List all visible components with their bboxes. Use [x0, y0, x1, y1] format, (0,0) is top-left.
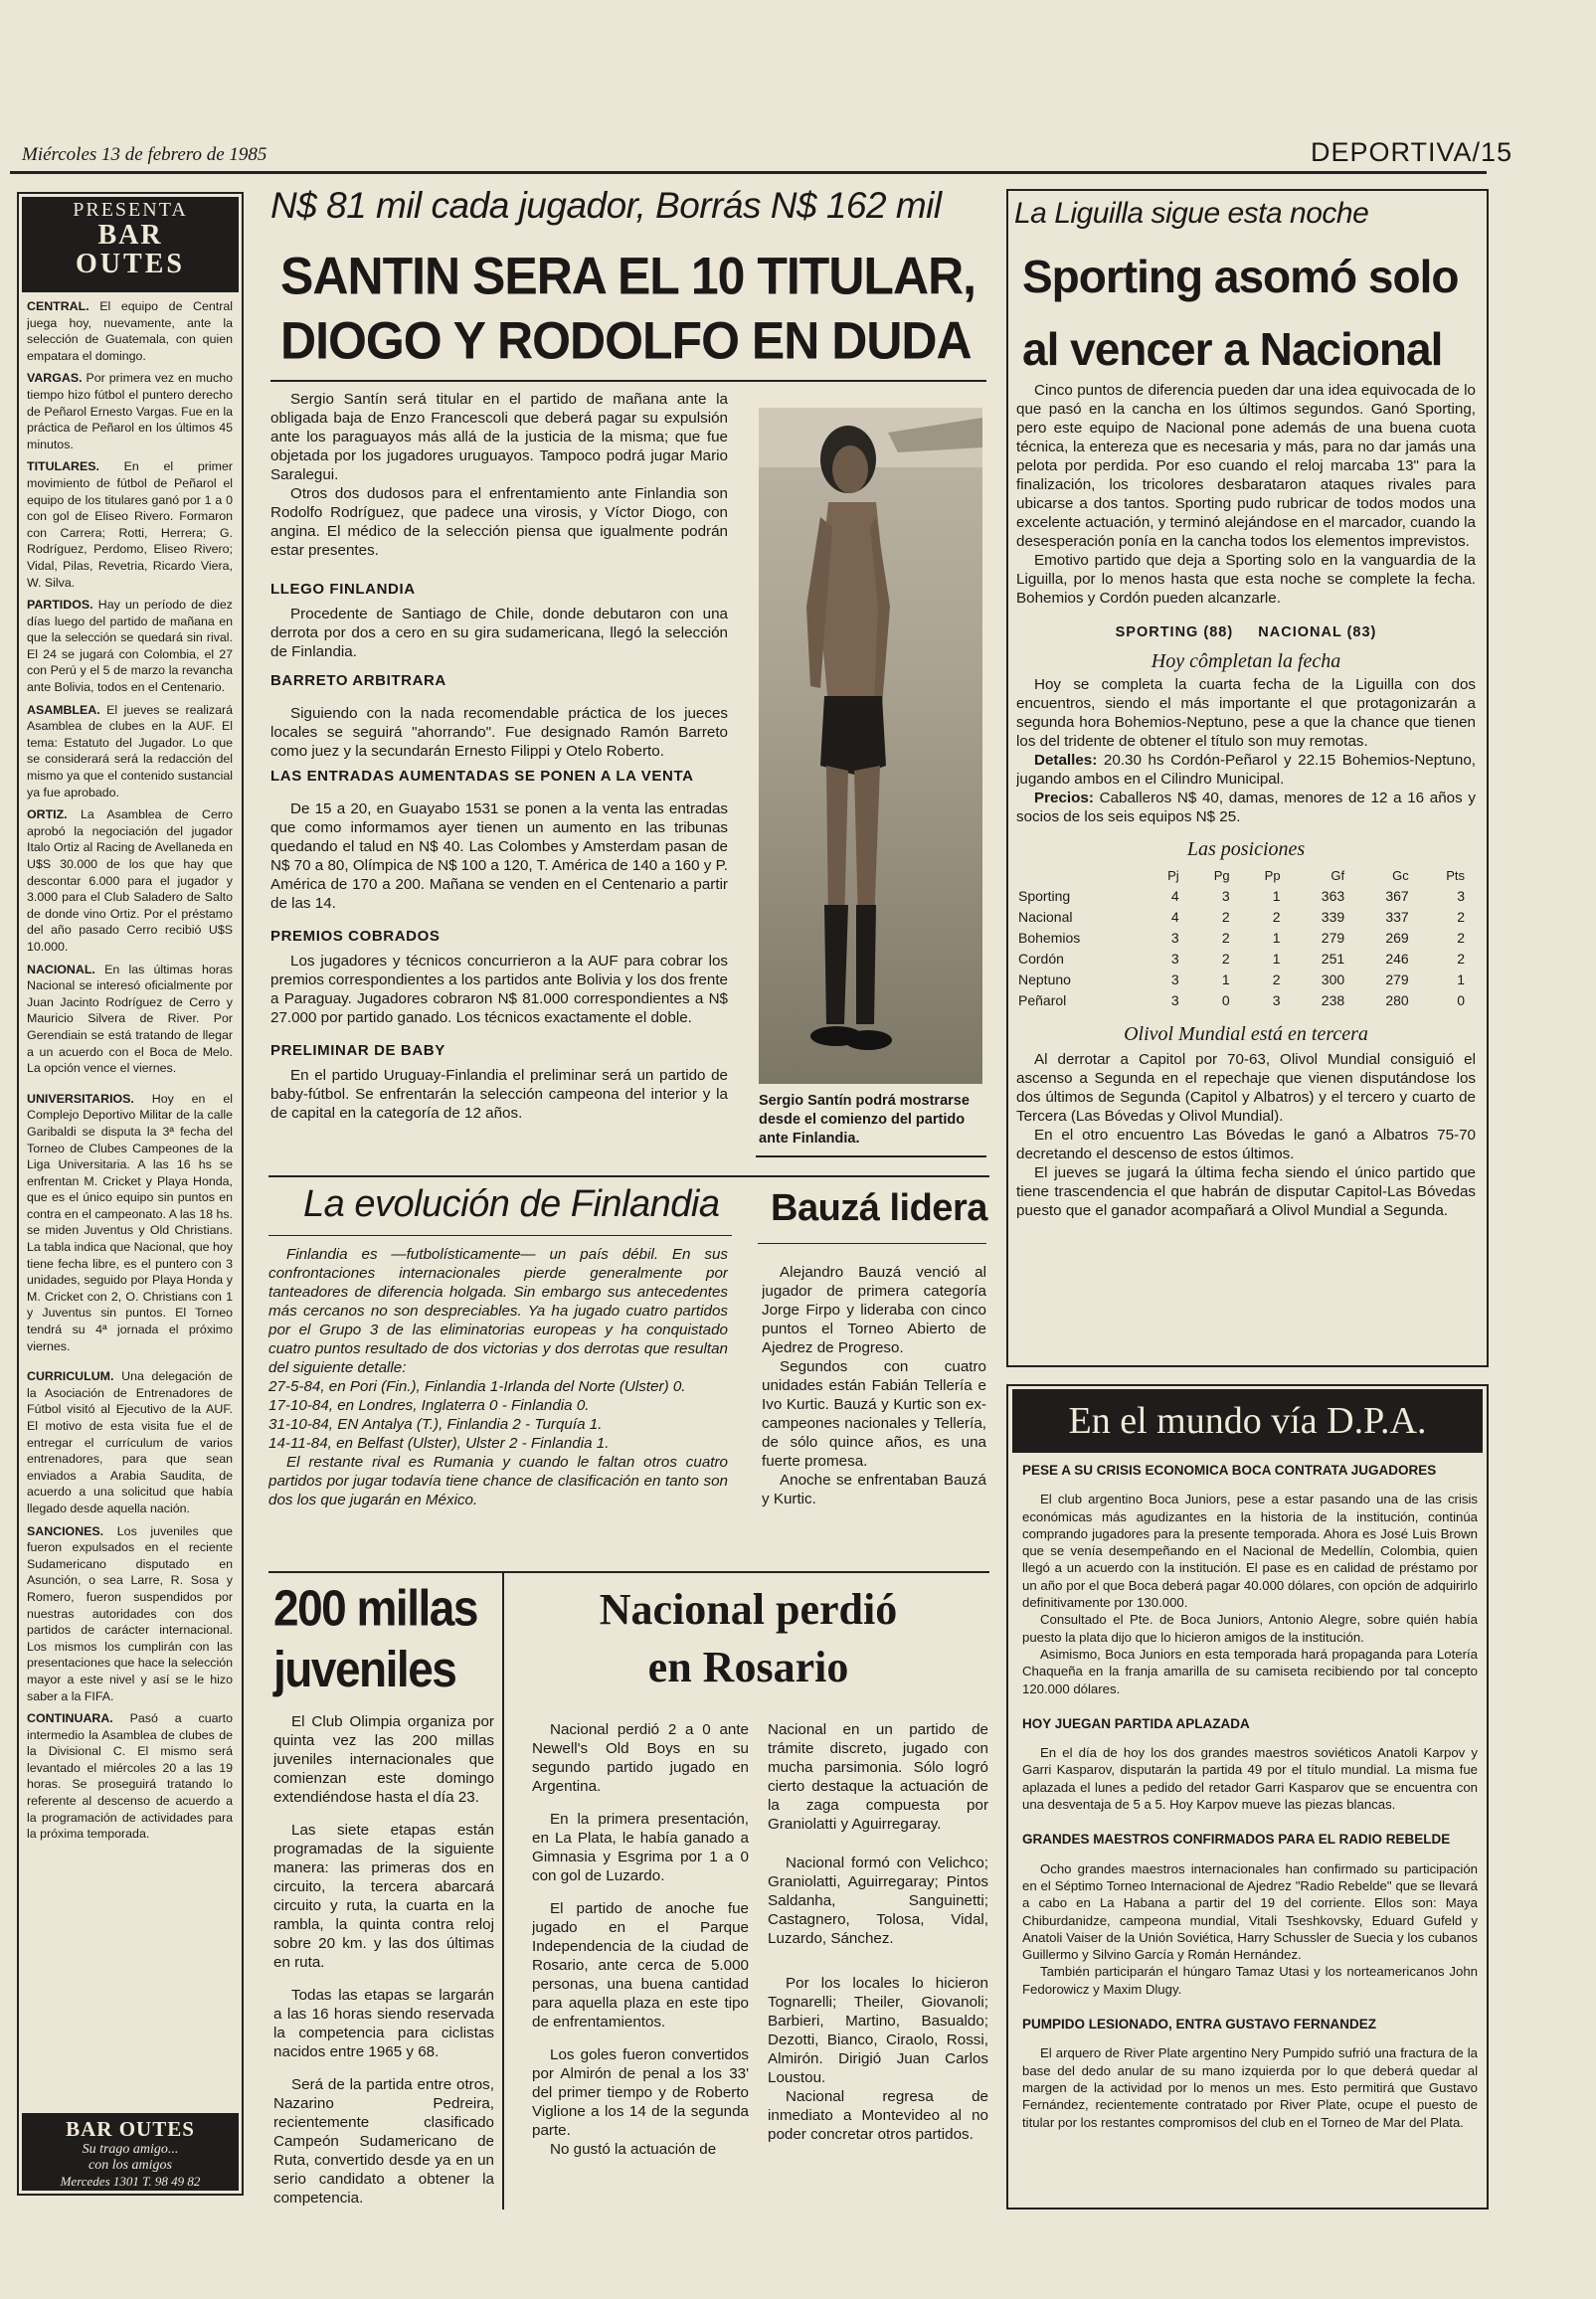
sub-heading: LLEGO FINLANDIA	[270, 581, 416, 598]
standings-cell: 2	[1221, 930, 1230, 946]
standings-cell: 238	[1321, 992, 1345, 1008]
liguilla-body	[1016, 381, 1476, 1360]
dpa-banner: En el mundo vía D.P.A.	[1012, 1389, 1483, 1453]
finlandia-result: 27-5-84, en Pori (Fin.), Finlandia 1-Irlanda del Norte (Ulster) 0.	[268, 1378, 686, 1395]
brief-item	[27, 702, 233, 801]
standings-cell: 269	[1385, 930, 1409, 946]
main-body	[270, 390, 728, 1165]
standings-cell: 1	[1272, 930, 1281, 946]
standings-header: Pg	[1213, 868, 1230, 883]
standings-cell: Neptuno	[1018, 972, 1071, 987]
standings-cell: 337	[1385, 909, 1409, 925]
standings-cell: 3	[1170, 930, 1179, 946]
dpa-para: También participarán el húngaro Tamaz Utasi y los norteamericanos John Fedorowicz y Maxim Dlugy.	[1022, 1964, 1478, 1997]
standings-cell: 1	[1457, 972, 1465, 987]
standings-cell: 251	[1321, 951, 1345, 967]
dpa-para: Asimismo, Boca Juniors en esta temporada hará propaganda para Lotería Chaqueña en la franja amarilla de su camiseta recibiendo por tal concepto 120.000 dólares.	[1022, 1646, 1478, 1696]
rosario-para: En la primera presentación, en La Plata, le había ganado a Gimnasia y Esgrima por 1 a 0 con gol de Luzardo.	[532, 1811, 749, 1884]
standings-title: Las posiciones	[1186, 838, 1306, 860]
finlandia-outro: El restante rival es Rumania y cuando le faltan otros cuatro partidos por jugar todavía tiene chance de clasificación en tanto son dos los que jugarán en México.	[268, 1454, 728, 1508]
rosario-para: Nacional regresa de inmediato a Montevideo al no poder concretar otros partidos.	[768, 2088, 988, 2143]
brief-item	[27, 962, 233, 1077]
sub-heading: BARRETO ARBITRARA	[270, 672, 446, 689]
dpa-body	[1022, 1462, 1478, 2203]
detalles-tag: Detalles:	[1034, 752, 1098, 769]
standings-cell: 363	[1321, 888, 1345, 904]
dpa-para: Ocho grandes maestros internacionales han confirmado su participación en el Séptimo Torneo Internacional de Ajedrez "Radio Rebelde" que se llevará a cabo en La Habana a partir del 19 del corriente. Ellos son: Maya Chiburdanidze, campeona mundial, Vitali Tseshkovsky, Eduard Gufeld y Anatoli Vaiser de la Unión Soviética, Harry Schussler de Suecia y los cubanos Guillermo y Silvino García y Román Hernández.	[1022, 1860, 1478, 1963]
main-lead: Sergio Santín será titular en el partido de mañana ante la obligada baja de Enzo Francescoli que deberá pagar su expulsión ante los paraguayos más allá de la justicia de la misma; que fue objetada por los jugadores uruguayos. Tampoco podrá jugar Mario Saralegui.	[270, 391, 728, 483]
brief-text: La Asamblea de Cerro aprobó la negociación del jugador Italo Ortiz al Racing de Avellaneda en U$S 30.000 de los que hay que descontar 6.000 para el jugador y 3.000 para el Club Saladero de Salto de donde vino Ortiz. Por el préstamo del año pasado Cerro recibió U$S 10.000.	[27, 807, 233, 954]
standings-cell: 280	[1385, 992, 1409, 1008]
standings-row	[1018, 907, 1471, 928]
brief-text: El equipo de Central juega hoy, nuevamente, ante la selección de Guatemala, con quien empatara el domingo.	[27, 299, 233, 363]
standings-header: Pj	[1167, 868, 1179, 883]
standings-header: Pts	[1446, 868, 1465, 883]
brief-tag: VARGAS.	[27, 371, 83, 386]
standings-header: Pp	[1264, 868, 1281, 883]
brief-tag: TITULARES.	[27, 459, 99, 474]
ad-name: BAR OUTES	[66, 2117, 195, 2141]
standings-cell: 246	[1385, 951, 1409, 967]
brief-item	[27, 1710, 233, 1843]
brief-text: Los juveniles que fueron expulsados en el reciente Sudamericano disputado en Asunción, o sea Larre, R. Sosa y Romero, fueron suspendidos por nuestras autoridades con dos partidos de carácter internacional. Los mismos los cumplirán con las presentaciones que hace la selección mayor a este nivel y así se le hizo saber a la FIFA.	[27, 1523, 233, 1703]
sub-text: Procedente de Santiago de Chile, donde debutaron con una derrota por dos a cero en su gira sudamericana, llegó la selección de Finlandia.	[270, 606, 728, 660]
brief-tag: ORTIZ.	[27, 807, 68, 822]
logo-name: OUTES	[76, 249, 185, 279]
standings-cell: 2	[1221, 909, 1230, 925]
section-name: DEPORTIVA	[1311, 137, 1473, 167]
sub-text: De 15 a 20, en Guayabo 1531 se ponen a la venta las entradas que como informamos ayer tienen un aumento en las tribunas quedando el talud en N$ 40. Las Colombes y Amsterdam pasan de N$ 70 a 80, Olímpica de N$ 100 a 120, T. América de 140 a 160 y P. América de 170 a 200. Mañana se venden en el Centenario a partir de las 14.	[270, 800, 728, 912]
millas-para: Todas las etapas se largarán a las 16 horas siendo reservada la competencia para ciclistas nacidos entre 1965 y 68.	[273, 1987, 494, 2060]
player-figure	[759, 408, 982, 1084]
bauza-para: Segundos con cuatro unidades están Fabián Tellería e Ivo Kurtic. Bauzá y Kurtic son ex-campeones nacionales y Tellería, de sólo quince años, es una fuerte promesa.	[762, 1358, 986, 1470]
finlandia-result: 17-10-84, en Londres, Inglaterra 0 - Finlandia 0.	[268, 1397, 590, 1414]
standings-cell: 3	[1457, 888, 1465, 904]
detalles-text: 20.30 hs Cordón-Peñarol y 22.15 Bohemios-Neptuno, jugando ambos en el Cilindro Municipal.	[1016, 752, 1476, 788]
brief-text: Pasó a cuarto intermedio la Asamblea de clubes de la Divisional C. El mismo será levantado el miércoles 20 a las 19 horas. Se proseguirá tratando lo referente al descenso de acuerdo a la programación de actividades para la próxima temporada.	[27, 1711, 233, 1842]
millas-title	[273, 1577, 497, 1699]
rosario-title-line: en Rosario	[647, 1643, 849, 1691]
standings-cell: 339	[1321, 909, 1345, 925]
rosario-para: El partido de anoche fue jugado en el Parque Independencia de la ciudad de Rosario, ante cerca de 5.000 personas, una buena cantidad para aquella plaza en este tipo de enfrentamientos.	[532, 1900, 749, 2031]
sidebar-ad	[22, 2113, 239, 2191]
finlandia-intro: Finlandia es —futbolísticamente— un país débil. En sus confrontaciones internacionales pierde generalmente por tanteadores de diferencia holgada. Sin embargo sus antecedentes más cercanos no son despreciables. Ya ha jugado cuatro partidos por el Grupo 3 de las eliminatorias europeas y ha conquistado cuatro puntos resultado de dos victorias y dos derrotas que resultan del siguiente detalle:	[268, 1246, 728, 1376]
brief-item	[27, 1368, 233, 1516]
precios-text: Caballeros N$ 40, damas, menores de 12 a 16 años y socios de los seis equipos N$ 25.	[1016, 790, 1476, 825]
dpa-section-title: GRANDES MAESTROS CONFIRMADOS PARA EL RADIO REBELDE	[1022, 1832, 1451, 1848]
brief-tag: SANCIONES.	[27, 1523, 104, 1538]
millas-body	[273, 1712, 494, 2210]
rosario-para: Por los locales lo hicieron Tognarelli; Theiler, Giovanoli; Barbieri, Martino, Basualdo; Dezotti, Bianco, Ciraolo, Rossi, Almirón. Dirigió Juan Carlos Loustou.	[768, 1975, 988, 2086]
brief-text: Hay un período de diez días luego del partido de mañana en que la selección se quedará sin rival. El 24 se jugará con Colombia, el 27 con Perú y el 5 de marzo la revancha ante Bolivia, todos en el Centenario.	[27, 598, 233, 695]
standings-cell: 3	[1221, 888, 1230, 904]
sub-text: Siguiendo con la nada recomendable práctica de los jueces locales se seguirá "ahorrando". Fue designado Ramón Barreto como juez y la secundarán Ernesto Filippi y Otelo Roberto.	[270, 705, 728, 760]
ad-slogan: Su trago amigo...	[82, 2142, 179, 2157]
liguilla-score: SPORTING (88) NACIONAL (83)	[1115, 624, 1377, 640]
lower-divider	[502, 1573, 504, 2210]
brief-item	[27, 370, 233, 452]
standings-cell: Sporting	[1018, 888, 1071, 904]
main-headline-line: SANTIN SERA EL 10 TITULAR,	[280, 247, 976, 305]
standings-cell: Nacional	[1018, 909, 1073, 925]
brief-item	[27, 806, 233, 955]
rosario-col-1	[532, 1720, 749, 2208]
caption-rule	[756, 1155, 986, 1157]
standings-row	[1018, 928, 1471, 949]
brief-tag: NACIONAL.	[27, 962, 95, 976]
bauza-para: Alejandro Bauzá venció al jugador de primera categoría Jorge Firpo y lideraba con cinco puntos el Torneo Abierto de Ajedrez de Progreso.	[762, 1264, 986, 1356]
finlandia-result: 31-10-84, EN Antalya (T.), Finlandia 2 - Turquía 1.	[268, 1416, 603, 1433]
dpa-section-title: HOY JUEGAN PARTIDA APLAZADA	[1022, 1715, 1250, 1731]
standings-row	[1018, 970, 1471, 990]
brief-tag: CENTRAL.	[27, 299, 89, 313]
brief-item	[27, 1523, 233, 1705]
standings-cell: 3	[1170, 992, 1179, 1008]
rosario-para: No gustó la actuación de	[550, 2141, 717, 2158]
standings-cell: 3	[1170, 972, 1179, 987]
standings-cell: 3	[1170, 951, 1179, 967]
finlandia-result: 14-11-84, en Belfast (Ulster), Ulster 2 - Finlandia 1.	[268, 1435, 610, 1452]
sub-text: Los jugadores y técnicos concurrieron a la AUF para cobrar los premios correspondientes a los partidos ante Bolivia y los dos frente a Paraguay. Jugadores cobraron N$ 81.000 correspondientes a N$ 27.000 por partido ganado. Los técnicos exactamente el doble.	[270, 953, 728, 1026]
liguilla-precios	[1016, 789, 1476, 826]
finlandia-body	[268, 1245, 728, 1568]
main-headline	[280, 244, 976, 373]
precios-tag: Precios:	[1034, 790, 1094, 806]
standings-cell: 2	[1221, 951, 1230, 967]
brief-text: Hoy en el Complejo Deportivo Militar de la calle Garibaldi se disputa la 3ª fecha del Torneo de Clubes Campeones de la Liga Universitaria. A las 16 hs se enfrentan M. Cricket y Playa Honda, que es el único equipo sin puntos en contra en el campeonato. A las 18 hs. se miden Juventus y Old Christians. La tabla indica que Nacional, que hoy tiene fecha libre, es el puntero con 3 unidades, seguido por Playa Honda y M. Cricket con 2, O. Christians con 1 y Juventus sin puntos. El Torneo tendrá su 4ª jornada el próximo viernes.	[27, 1091, 233, 1353]
liguilla-detalles	[1016, 751, 1476, 789]
photo-caption: Sergio Santín podrá mostrarse desde el comienzo del partido ante Finlandia.	[759, 1093, 970, 1147]
brief-text: El jueves se realizará Asamblea de clubes en la AUF. El tema: Estatuto del Jugador. Lo que se considerará será la redacción del mismo ya que el contenido sustancial ya fue aprobado.	[27, 702, 233, 799]
standings-cell: 0	[1221, 992, 1230, 1008]
brief-item	[27, 458, 233, 591]
standings-cell: 1	[1272, 951, 1281, 967]
finlandia-title-rule	[268, 1235, 732, 1236]
standings-table	[1018, 865, 1471, 1011]
brief-tag: CONTINUARA.	[27, 1711, 113, 1726]
rosario-para: Los goles fueron convertidos por Almirón de penal a los 33' del primer tiempo y de Roberto Viglione a los 14 de la segunda parte.	[532, 2046, 749, 2139]
dpa-para: Consultado el Pte. de Boca Juniors, Antonio Alegre, sobre quién había puesto la plata dijo que lo hicieron amigos de la institución.	[1022, 1612, 1478, 1645]
standings-header: Gc	[1392, 868, 1409, 883]
standings-cell: 4	[1170, 909, 1179, 925]
liguilla-kicker: La Liguilla sigue esta noche	[1014, 197, 1369, 230]
sub-heading: LAS ENTRADAS AUMENTADAS SE PONEN A LA VENTA	[270, 768, 694, 785]
brief-tag: UNIVERSITARIOS.	[27, 1091, 134, 1106]
brief-tag: CURRICULUM.	[27, 1369, 114, 1384]
standings-cell: Peñarol	[1018, 992, 1067, 1008]
standings-cell: 279	[1321, 930, 1345, 946]
page-number: /15	[1472, 137, 1513, 167]
main-headline-rule	[270, 380, 986, 382]
dpa-para: En el día de hoy los dos grandes maestros soviéticos Anatoli Karpov y Garri Kasparov, disputarán la partida 49 por el título mundial. La misma fue aplazada el lunes a pedido del retador Garri Kasparov que se encuentra con una desventaja de 5 a 5. Hoy Karpov mueve las piezas blancas.	[1022, 1745, 1478, 1813]
sub-heading: PRELIMINAR DE BABY	[270, 1042, 445, 1059]
main-headline-line: DIOGO Y RODOLFO EN DUDA	[280, 311, 972, 371]
liguilla-headline-line: Sporting asomó solo	[1022, 251, 1459, 302]
brief-item	[27, 298, 233, 364]
sidebar-briefs	[27, 298, 233, 2108]
liguilla-headline-line: al vencer a Nacional	[1022, 323, 1443, 375]
rosario-para: Nacional formó con Velichco; Graniolatti, Aguirregaray; Pintos Saldanha, Sanguinetti; Castagnero, Tolosa, Vidal, Luzardo, Sánchez.	[768, 1855, 988, 1947]
dpa-para: El club argentino Boca Juniors, pese a estar pasando una de las crisis económicas más agudizantes en la historia de la institución, continúa comprando jugadores para la presente temporada. Ahora es José Luis Brown que se venía desempeñando en el Nacional de Medellín, Colombia, quien llegó a un acuerdo con la institución. El pase es en calidad de préstamo por un año por el que Boca deberá pagar 40.000 dólares, con opción de adquirirlo definitivamente por 130.000.	[1022, 1492, 1478, 1611]
ad-slogan: con los amigos	[89, 2158, 172, 2173]
dpa-section-title: PUMPIDO LESIONADO, ENTRA GUSTAVO FERNANDEZ	[1022, 2017, 1377, 2033]
brief-item	[27, 597, 233, 696]
brief-text: Una delegación de la Asociación de Entrenadores de Fútbol visitó al Ejecutivo de la AUF. El motivo de esta visita fue el de entregar el currículum de varios entrenadores, para que sean enviados a Arabia Saudita, de acuerdo a una solicitud que había llegado desde aquella nación.	[27, 1369, 233, 1515]
bauza-title: Bauzá lidera	[771, 1187, 987, 1229]
millas-title-line: juveniles	[273, 1640, 456, 1697]
standings-cell: 300	[1321, 972, 1345, 987]
standings-cell: 2	[1457, 930, 1465, 946]
main-lead: Otros dos dudosos para el enfrentamiento ante Finlandia son Rodolfo Rodríguez, que padece una virosis, y Víctor Diogo, con angina. El médico de la selección piensa que igualmente podrán estar presentes.	[270, 485, 728, 559]
millas-para: Será de la partida entre otros, Nazarino Pedreira, recientemente clasificado Campeón Sudamericano de Ruta, convertido desde ya en un serio candidato a obtener la competencia.	[273, 2076, 494, 2207]
bauza-para: Anoche se enfrentaban Bauzá y Kurtic.	[762, 1472, 986, 1507]
liguilla-para: El jueves se jugará la última fecha siendo el único partido que tiene trascendencia el que habrán de disputar Capitol-Las Bóvedas puesto que el ganador acompañará a Olivol Mundial a Segunda.	[1016, 1164, 1476, 1219]
rosario-para: Nacional perdió 2 a 0 ante Newell's Old Boys en su segundo partido jugado en Argentina.	[532, 1721, 749, 1795]
standings-cell: Bohemios	[1018, 930, 1081, 946]
standings-cell: 2	[1272, 909, 1281, 925]
logo-bar: BAR	[97, 220, 163, 251]
ad-address: Mercedes 1301 T. 98 49 82	[60, 2174, 201, 2189]
liguilla-para: En el otro encuentro Las Bóvedas le ganó a Albatros 75-70 decretando el descenso de estos últimos.	[1016, 1127, 1476, 1162]
finlandia-title: La evolución de Finlandia	[303, 1183, 720, 1225]
bauza-title-rule	[758, 1243, 986, 1244]
standings-row	[1018, 886, 1471, 907]
millas-para: El Club Olimpia organiza por quinta vez las 200 millas juveniles internacionales que comienzan este domingo extendiéndose hasta el día 23.	[273, 1713, 494, 1806]
standings-row	[1018, 990, 1471, 1011]
liguilla-lead: Cinco puntos de diferencia pueden dar una idea equivocada de lo que pasó en la cancha en los últimos segundos. Ganó Sporting, pero este equipo de Nacional pone además de una buena cuota técnica, la entereza que es necesaria y más, para no dar jamás una pelota por perdida. Por eso cuando el reloj marcaba 13" para la finalización, los tricolores desbarataron ataques rivales para ubicarse a dos tantos. Sporting pudo rubricar de todos modos una excelente actuación, y terminó alejándose en el marcador, cuando la desesperación ponía en la cancha todos los elementos imprevistos.	[1016, 382, 1476, 550]
standings-row	[1018, 949, 1471, 970]
brief-text: En el primer movimiento de fútbol de Peñarol el equipo de los titulares ganó por 1 a 0 con gol de Eliseo Rivero. Formaron con Carrera; Rotti, Herrera; G. Rodríguez, Perdomo, Eliseo Rivero; Vidal, Pilas, Revetria, Ricardo Viera, W. Silva.	[27, 459, 233, 590]
brief-text: Por primera vez en mucho tiempo hizo fútbol el puntero derecho de Peñarol Ernesto Vargas. Fue en la práctica de Peñarol en los últimos 45 minutos.	[27, 371, 233, 451]
liguilla-para: Hoy se completa la cuarta fecha de la Liguilla con dos encuentros, siendo el más importante el que protagonizarán a segunda hora Bohemios-Neptuno, pese a que la chance que tienen los del tridente de obtener el título son muy remotas.	[1016, 676, 1476, 750]
standings-cell: 2	[1272, 972, 1281, 987]
liguilla-para: Al derrotar a Capitol por 70-63, Olivol Mundial consiguió el ascenso a Segunda en el repechaje que vienen disputándose los dos últimos de Segunda (Capitol y Albatros) y el tercero y cuarto de Tercera (Las Bóvedas y Olivol Mundial).	[1016, 1051, 1476, 1125]
lower-rule	[268, 1571, 989, 1573]
liguilla-sub: Hoy cômpletan la fecha	[1151, 650, 1341, 672]
standings-header-row	[1018, 865, 1471, 886]
millas-title-line: 200 millas	[273, 1579, 477, 1637]
rosario-title	[512, 1581, 984, 1696]
liguilla-sub: Olivol Mundial está en tercera	[1124, 1023, 1368, 1045]
standings-cell: 1	[1221, 972, 1230, 987]
rosario-para: Nacional en un partido de trámite discreto, jugado con mucha parsimonia. Sólo logró cierto destaque la actuación de la zaga compuesta por Graniolatti y Aguirregaray.	[768, 1721, 988, 1833]
standings-header: Gf	[1330, 868, 1345, 883]
standings-cell: 279	[1385, 972, 1409, 987]
standings-cell: 367	[1385, 888, 1409, 904]
standings-cell: 1	[1272, 888, 1281, 904]
millas-para: Las siete etapas están programadas de la siguiente manera: las primeras dos en circuito, la tercera abarcará circuito y ruta, la cuarta en la rambla, la quinta contra reloj sobre 20 km. y las dos últimas en ruta.	[273, 1822, 494, 1971]
rosario-title-line: Nacional perdió	[599, 1585, 898, 1634]
player-photo	[759, 408, 982, 1084]
rosario-col-2	[768, 1720, 988, 2208]
brief-item	[27, 1091, 233, 1355]
section-title	[1311, 137, 1512, 168]
page-date: Miércoles 13 de febrero de 1985	[22, 144, 267, 165]
header-rule	[10, 171, 1487, 174]
standings-cell: 4	[1170, 888, 1179, 904]
logo-presenta: PRESENTA	[73, 199, 188, 221]
standings-cell: 2	[1457, 951, 1465, 967]
standings-cell: 0	[1457, 992, 1465, 1008]
liguilla-lead: Emotivo partido que deja a Sporting solo en la vanguardia de la Liguilla, por lo menos hasta que esta noche se complete la fecha. Bohemios y Cordón pueden alcanzarle.	[1016, 552, 1476, 607]
main-kicker: N$ 81 mil cada jugador, Borrás N$ 162 mil	[270, 185, 942, 226]
standings-cell: Cordón	[1018, 951, 1064, 967]
liguilla-headline	[1022, 241, 1480, 386]
main-bottom-rule	[268, 1175, 989, 1177]
bauza-body	[762, 1263, 986, 1561]
brief-tag: PARTIDOS.	[27, 598, 93, 613]
standings-cell: 3	[1272, 992, 1281, 1008]
brief-text: En las últimas horas Nacional se interesó oficialmente por Juan Jacinto Rodríguez de Cerro y Mauricio Silvera de River. Por Gerendiain se está tratando de llegar a un acuerdo con el Boca de Melo. La opción vence el viernes.	[27, 962, 233, 1076]
standings-cell: 2	[1457, 909, 1465, 925]
dpa-para: El arquero de River Plate argentino Nery Pumpido sufrió una fractura de la base del dedo anular de su mano izquierda por lo que deberá quedar al margen de la actividad por lo menos un mes. Esto permitirá que Gustavo Fernández, recientemente contratado por River Plate, ocupe el puesto de titular por los restantes compromisos del club en el Torneo de Mar del Plata.	[1022, 2045, 1478, 2130]
brief-tag: ASAMBLEA.	[27, 702, 100, 717]
sidebar-logo	[22, 197, 239, 292]
standings-header	[1018, 865, 1143, 886]
sub-text: En el partido Uruguay-Finlandia el preliminar será un partido de baby-fútbol. Se enfrentarán la selección campeona del interior y la de capital en la categoría de 12 años.	[270, 1067, 728, 1122]
sub-heading: PREMIOS COBRADOS	[270, 928, 441, 945]
dpa-section-title: PESE A SU CRISIS ECONOMICA BOCA CONTRATA JUGADORES	[1022, 1463, 1437, 1478]
